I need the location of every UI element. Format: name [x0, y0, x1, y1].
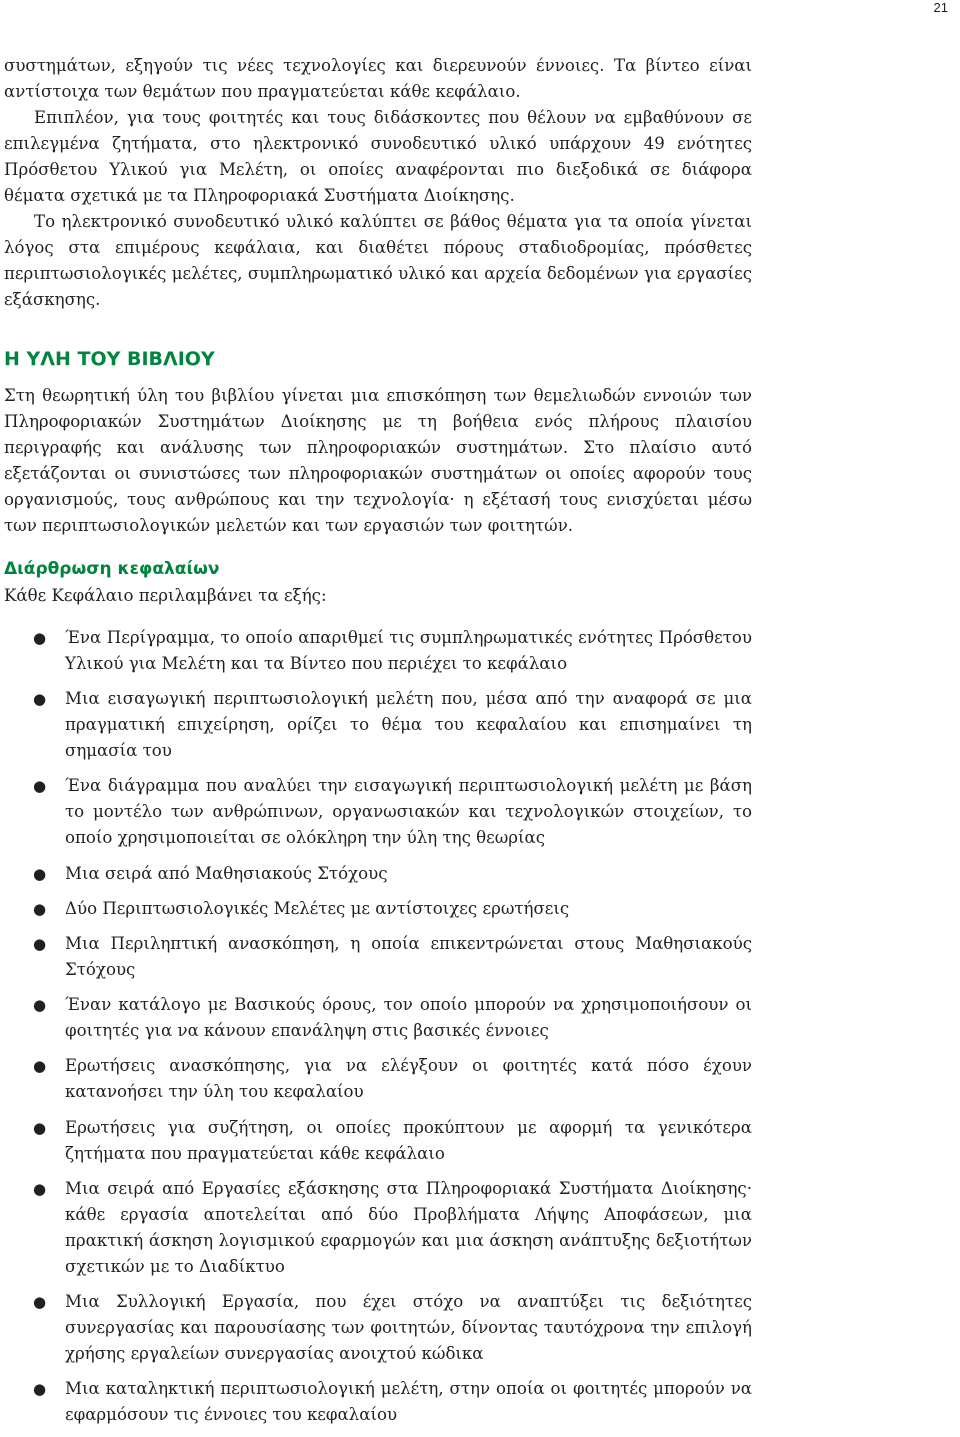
- chapter-structure-heading: Διάρθρωση κεφαλαίων: [4, 559, 220, 579]
- chapter-structure-list: [4, 625, 752, 1428]
- list-item: [4, 896, 752, 922]
- page-number: 21: [933, 0, 948, 15]
- list-item: [4, 931, 752, 983]
- intro-paragraph: συστημάτων, εξηγούν τις νέες τεχνολογίες και διερευνούν έννοιες. Τα βίντεο είναι αντίστοιχα των θεμάτων που πραγματεύεται κάθε κεφάλαιο.: [4, 56, 752, 101]
- book-material-heading: Η ΥΛΗ ΤΟΥ ΒΙΒΛΙΟΥ: [4, 348, 215, 370]
- bullet-icon: ●: [33, 777, 47, 796]
- list-item-text: Ένα Περίγραμμα, το οποίο απαριθμεί τις συμπληρωματικές ενότητες Πρόσθετου Υλικού για Μελέτη και τα Βίντεο που περιέχει το κεφάλαιο: [65, 628, 752, 673]
- intro-paragraph: Επιπλέον, για τους φοιτητές και τους διδάσκοντες που θέλουν να εμβαθύνουν σε επιλεγμένα ζητήματα, στο ηλεκτρονικό συνοδευτικό υλικό υπάρχουν 49 ενότητες Πρόσθετου Υλικού για Μελέτη, οι οποίες αναφέρονται πιο διεξοδικά σε διάφορα θέματα σχετικά με τα Πληροφοριακά Συστήματα Διοίκησης.: [4, 108, 752, 205]
- list-item: [4, 992, 752, 1044]
- intro-paragraph: Το ηλεκτρονικό συνοδευτικό υλικό καλύπτει σε βάθος θέματα για τα οποία γίνεται λόγος στα επιμέρους κεφάλαια, και διαθέτει πόρους σταδιοδρομίας, πρόσθετες περιπτωσιολογικές μελέτες, συμπληρωματικό υλικό και αρχεία δεδομένων για εργασίες εξάσκησης.: [4, 212, 752, 309]
- list-item-text: Μια σειρά από Εργασίες εξάσκησης στα Πληροφοριακά Συστήματα Διοίκησης· κάθε εργασία αποτελείται από δύο Προβλήματα Λήψης Αποφάσεων, μια πρακτική άσκηση λογισμικού εφαρμογών και μια άσκηση ανάπτυξης δεξιοτήτων σχετικών με το Διαδίκτυο: [65, 1178, 752, 1276]
- list-item-text: Μια Συλλογική Εργασία, που έχει στόχο να αναπτύξει τις δεξιότητες συνεργασίας και παρουσίασης των φοιτητών, δίνοντας ταυτόχρονα την επιλογή χρήσης εργαλείων συνεργασίας ανοιχτού κώδικα: [65, 1291, 752, 1363]
- page-content: [4, 53, 752, 1437]
- bullet-icon: ●: [33, 690, 47, 709]
- list-item-text: Ερωτήσεις για συζήτηση, οι οποίες προκύπτουν με αφορμή τα γενικότερα ζητήματα που πραγματεύεται κάθε κεφάλαιο: [65, 1117, 752, 1163]
- bullet-icon: ●: [33, 864, 47, 883]
- bullet-icon: ●: [33, 1057, 47, 1076]
- bullet-icon: ●: [33, 1179, 47, 1198]
- bullet-icon: ●: [33, 996, 47, 1015]
- bullet-icon: ●: [33, 899, 47, 918]
- list-item: [4, 773, 752, 851]
- list-item-text: Μια καταληκτική περιπτωσιολογική μελέτη, στην οποία οι φοιτητές μπορούν να εφαρμόσουν τις έννοιες του κεφαλαίου: [65, 1379, 752, 1425]
- bullet-icon: ●: [33, 1118, 47, 1137]
- book-material-paragraph: Στη θεωρητική ύλη του βιβλίου γίνεται μια επισκόπηση των θεμελιωδών εννοιών των Πληροφοριακών Συστημάτων Διοίκησης με τη βοήθεια ενός πλήρους πλαισίου περιγραφής και ανάλυσης των πληροφοριακών συστημάτων. Στο πλαίσιο αυτό εξετάζονται οι συνιστώσες των πληροφοριακών συστημάτων οι οποίες αφορούν τους οργανισμούς, τους ανθρώπους και την τεχνολογία· η εξέτασή τους ενισχύεται μέσω των περιπτωσιολογικών μελετών και των εργασιών των φοιτητών.: [4, 386, 752, 535]
- list-item-text: Μια Περιληπτική ανασκόπηση, η οποία επικεντρώνεται στους Μαθησιακούς Στόχους: [65, 933, 752, 979]
- list-item: [4, 1115, 752, 1167]
- list-item: [4, 1176, 752, 1280]
- list-item: [4, 1053, 752, 1105]
- list-item-text: Ερωτήσεις ανασκόπησης, για να ελέγξουν οι φοιτητές κατά πόσο έχουν κατανοήσει την ύλη του κεφαλαίου: [65, 1056, 752, 1102]
- bullet-icon: ●: [33, 1380, 47, 1399]
- list-item: [4, 625, 752, 677]
- chapter-structure-intro: Κάθε Κεφάλαιο περιλαμβάνει τα εξής:: [4, 586, 327, 605]
- list-item: [4, 1289, 752, 1367]
- list-item: [4, 686, 752, 764]
- bullet-icon: ●: [33, 934, 47, 953]
- bullet-icon: ●: [33, 629, 47, 647]
- list-item-text: Μια σειρά από Μαθησιακούς Στόχους: [65, 863, 388, 883]
- list-item: [4, 861, 752, 887]
- list-item-text: Έναν κατάλογο με Βασικούς όρους, τον οποίο μπορούν να χρησιμοποιήσουν οι φοιτητές για να κάνουν επανάληψη στις βασικές έννοιες: [65, 995, 752, 1041]
- list-item: [4, 1376, 752, 1428]
- bullet-icon: ●: [33, 1292, 47, 1311]
- list-item-text: Μια εισαγωγική περιπτωσιολογική μελέτη που, μέσα από την αναφορά σε μια πραγματική επιχείρηση, ορίζει το θέμα του κεφαλαίου και επισημαίνει τη σημασία του: [65, 689, 752, 761]
- list-item-text: Ένα διάγραμμα που αναλύει την εισαγωγική περιπτωσιολογική μελέτη με βάση το μοντέλο των ανθρώπινων, οργανωσιακών και τεχνολογικών στοιχείων, το οποίο χρησιμοποιείται σε ολόκληρη την ύλη της θεωρίας: [65, 776, 752, 848]
- list-item-text: Δύο Περιπτωσιολογικές Μελέτες με αντίστοιχες ερωτήσεις: [65, 898, 570, 918]
